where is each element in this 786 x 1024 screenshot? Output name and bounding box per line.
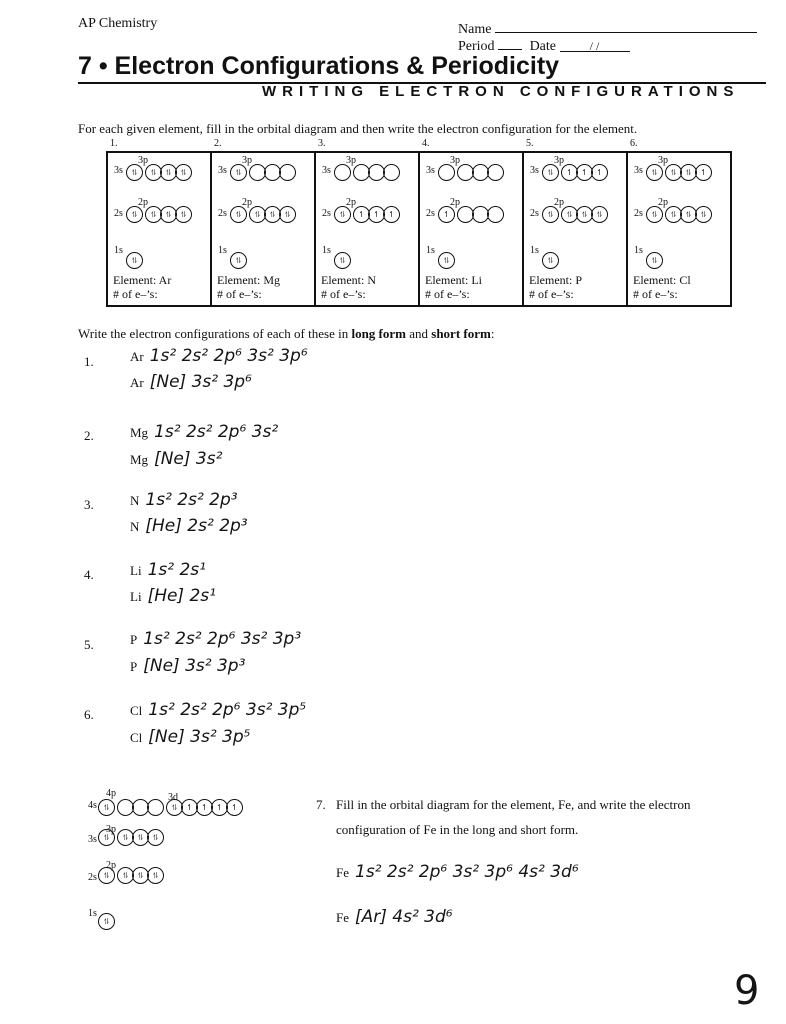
instructions-text: Write the electron configurations of each of these in [78, 326, 352, 341]
answer-long [130, 700, 306, 720]
label-3p: 3p [450, 155, 460, 166]
element-symbol: Cl [130, 730, 143, 745]
instructions-bold: short form [431, 326, 491, 341]
label-2p: 2p [138, 197, 148, 208]
label-2s: 2s [634, 208, 643, 219]
orbital: ⥮ [175, 206, 192, 223]
label-3p: 3p [658, 155, 668, 166]
answer-long [130, 490, 238, 510]
orbitals-2 [230, 205, 294, 223]
orbital: ⥮ [230, 252, 247, 269]
orbital: ⥮ [166, 799, 183, 816]
orbital: ⥮ [680, 206, 697, 223]
orbital [147, 799, 164, 816]
course-label: AP Chemistry [78, 16, 158, 31]
electrons-label: # of e–’s: [321, 287, 366, 301]
orbitals-2 [126, 205, 190, 223]
instructions-text: and [405, 326, 432, 341]
cell-label [524, 271, 626, 305]
orbitals-1 [438, 251, 453, 269]
grid-cell-4 [419, 138, 523, 306]
cell-label [420, 271, 522, 305]
orbital [383, 164, 400, 181]
element-symbol: N [130, 493, 140, 508]
long-form: 1s² 2s² 2p⁶ 3s² 3p⁵ [148, 700, 307, 720]
orbital: ⥮ [132, 867, 149, 884]
cell-number: 4. [422, 138, 430, 149]
page-title: 7 • Electron Configurations & Periodicity [78, 52, 560, 80]
label-3p: 3p [346, 155, 356, 166]
grid-cell-1 [107, 138, 211, 306]
orbital: ⥮ [542, 252, 559, 269]
element-symbol: P [130, 632, 138, 647]
cell-number: 5. [526, 138, 534, 149]
fe-short [336, 907, 453, 927]
cell-number: 1. [110, 138, 118, 149]
grid-cell-3 [315, 138, 419, 306]
instructions-text: : [490, 326, 495, 341]
label-3d: 3d [168, 792, 178, 803]
element-symbol: Cl [130, 703, 143, 718]
label-1s: 1s [530, 245, 539, 256]
grid-cell-6 [627, 138, 731, 306]
label-2s: 2s [218, 208, 227, 219]
label-3s: 3s [634, 165, 643, 176]
label-2s: 2s [426, 208, 435, 219]
orbital: ⥮ [334, 206, 351, 223]
orbital: ↿ [561, 164, 578, 181]
label-3p: 3p [554, 155, 564, 166]
orbital: ⥮ [145, 206, 162, 223]
electrons-label: # of e–’s: [217, 287, 262, 301]
label-2p: 2p [106, 860, 116, 871]
orbital: ⥮ [147, 829, 164, 846]
orbital: ⥮ [561, 206, 578, 223]
label-3p: 3p [106, 824, 116, 835]
long-form: 1s² 2s² 2p⁶ 3s² [154, 422, 279, 442]
orbital: ⥮ [334, 252, 351, 269]
answer-short [130, 727, 250, 747]
question-text: configuration of Fe in the long and short form. [336, 822, 579, 837]
label-3s: 3s [114, 165, 123, 176]
orbital-grid [106, 138, 732, 307]
label-1s: 1s [218, 245, 227, 256]
orbital: ⥮ [160, 206, 177, 223]
label-2p: 2p [242, 197, 252, 208]
element-label: Element: P [529, 273, 582, 287]
answer-number: 2. [84, 428, 94, 443]
orbital: ⥮ [98, 867, 115, 884]
long-form: 1s² 2s² 2p⁶ 3s² 3p⁶ [149, 346, 308, 366]
orbital [487, 164, 504, 181]
orbital: ↿ [226, 799, 243, 816]
label-2s: 2s [530, 208, 539, 219]
orbitals-1 [334, 251, 349, 269]
long-form: 1s² 2s² 2p⁶ 3s² 3p⁶ 4s² 3d⁶ [355, 862, 579, 882]
orbitals-2 [542, 205, 606, 223]
name-line [495, 20, 757, 33]
fe-long [336, 862, 579, 882]
instructions-configs [78, 326, 494, 342]
name-field [458, 20, 757, 38]
orbitals-1 [542, 251, 557, 269]
label-2p: 2p [346, 197, 356, 208]
cell-label [212, 271, 314, 305]
element-label: Element: Mg [217, 273, 280, 287]
orbital: ↿ [591, 164, 608, 181]
orbital: ⥮ [646, 252, 663, 269]
instructions-bold: long form [351, 326, 406, 341]
short-form: [Ne] 3s² 3p⁵ [148, 727, 251, 747]
orbital: ⥮ [230, 206, 247, 223]
orbital: ⥮ [175, 164, 192, 181]
orbital: ⥮ [126, 164, 143, 181]
orbitals-3 [98, 828, 162, 846]
orbitals-3 [230, 163, 294, 181]
label-3p: 3p [242, 155, 252, 166]
short-form: [Ar] 4s² 3d⁶ [355, 907, 453, 927]
orbital: ⥮ [126, 252, 143, 269]
orbital: ⥮ [264, 206, 281, 223]
orbital: ⥮ [646, 206, 663, 223]
orbital: ⥮ [279, 206, 296, 223]
element-label: Element: Ar [113, 273, 172, 287]
short-form: [Ne] 3s² [154, 449, 223, 469]
label-1s: 1s [114, 245, 123, 256]
orbital [438, 164, 455, 181]
answer-short [130, 516, 248, 536]
page-number: 9 [734, 968, 760, 1014]
short-form: [He] 2s¹ [147, 586, 216, 606]
date-label: Date [529, 39, 556, 54]
orbital: ↿ [383, 206, 400, 223]
element-symbol: Mg [130, 452, 149, 467]
orbitals-2 [98, 866, 162, 884]
cell-label [628, 271, 730, 305]
short-form: [He] 2s² 2p³ [145, 516, 248, 536]
orbital: ⥮ [132, 829, 149, 846]
orbitals-2 [646, 205, 710, 223]
page-subtitle: WRITING ELECTRON CONFIGURATIONS [262, 83, 740, 100]
label-3s: 3s [530, 165, 539, 176]
element-label: Element: Li [425, 273, 482, 287]
label-2p: 2p [450, 197, 460, 208]
label-1s: 1s [88, 908, 97, 919]
orbital [334, 164, 351, 181]
element-symbol: Li [130, 589, 142, 604]
label-2p: 2p [554, 197, 564, 208]
label-3p: 3p [138, 155, 148, 166]
label-2s: 2s [322, 208, 331, 219]
answer-number: 1. [84, 354, 94, 369]
answer-number: 5. [84, 637, 94, 652]
label-2p: 2p [658, 197, 668, 208]
orbital: ⥮ [147, 867, 164, 884]
orbital: ⥮ [695, 206, 712, 223]
answer-number: 3. [84, 497, 94, 512]
answer-short [130, 372, 252, 392]
instructions-grid: For each given element, fill in the orbital diagram and then write the electron configuration for the element. [78, 121, 638, 136]
orbital: ⥮ [591, 206, 608, 223]
orbitals-4 [98, 798, 241, 816]
orbital: ⥮ [665, 164, 682, 181]
orbital [487, 206, 504, 223]
cell-label [108, 271, 210, 305]
orbital: ⥮ [230, 164, 247, 181]
label-4p: 4p [106, 788, 116, 799]
element-symbol: Fe [336, 910, 349, 925]
orbital: ⥮ [98, 829, 115, 846]
orbital: ⥮ [542, 164, 559, 181]
answer-long [130, 422, 278, 442]
orbital: ⥮ [249, 206, 266, 223]
period-label: Period [458, 39, 495, 54]
period-line [498, 37, 522, 50]
date-line: / / [560, 39, 630, 52]
answer-short [130, 586, 216, 606]
orbital: ↿ [211, 799, 228, 816]
orbital: ⥮ [117, 867, 134, 884]
orbital: ⥮ [145, 164, 162, 181]
orbitals-1 [230, 251, 245, 269]
element-label: Element: Cl [633, 273, 691, 287]
orbital: ↿ [196, 799, 213, 816]
orbital: ⥮ [160, 164, 177, 181]
answer-number: 4. [84, 567, 94, 582]
orbital: ↿ [695, 164, 712, 181]
element-symbol: Li [130, 563, 142, 578]
orbital: ⥮ [665, 206, 682, 223]
orbitals-3 [646, 163, 710, 181]
orbital: ⥮ [646, 164, 663, 181]
orbital: ⥮ [126, 206, 143, 223]
orbital: ⥮ [576, 206, 593, 223]
label-1s: 1s [322, 245, 331, 256]
element-symbol: P [130, 659, 138, 674]
orbital: ↿ [576, 164, 593, 181]
element-symbol: Mg [130, 425, 149, 440]
electrons-label: # of e–’s: [529, 287, 574, 301]
cell-label [316, 271, 418, 305]
label-3s: 3s [322, 165, 331, 176]
label-1s: 1s [634, 245, 643, 256]
label-4s: 4s [88, 800, 97, 811]
orbitals-2 [334, 205, 398, 223]
answer-long [130, 629, 301, 649]
orbitals-1 [646, 251, 661, 269]
element-symbol: N [130, 519, 140, 534]
answer-short [130, 449, 222, 469]
answer-number: 6. [84, 707, 94, 722]
element-symbol: Ar [130, 375, 144, 390]
orbital: ⥮ [680, 164, 697, 181]
cell-number: 2. [214, 138, 222, 149]
long-form: 1s² 2s² 2p⁶ 3s² 3p³ [143, 629, 302, 649]
electrons-label: # of e–’s: [633, 287, 678, 301]
grid-cell-2 [211, 138, 315, 306]
orbital: ↿ [353, 206, 370, 223]
element-label: Element: N [321, 273, 376, 287]
answer-long [130, 560, 206, 580]
orbital: ↿ [181, 799, 198, 816]
question-text: Fill in the orbital diagram for the element, Fe, and write the electron [336, 797, 691, 812]
orbital: ↿ [368, 206, 385, 223]
orbital: ⥮ [542, 206, 559, 223]
orbital [279, 164, 296, 181]
orbitals-1 [98, 912, 113, 930]
orbitals-3 [334, 163, 398, 181]
orbitals-3 [542, 163, 606, 181]
label-1s: 1s [426, 245, 435, 256]
orbital: ⥮ [438, 252, 455, 269]
orbitals-3 [438, 163, 502, 181]
name-label: Name [458, 22, 492, 37]
label-3s: 3s [218, 165, 227, 176]
orbitals-2 [438, 205, 502, 223]
answer-short [130, 656, 245, 676]
question-number: 7. [316, 797, 326, 812]
label-3s: 3s [426, 165, 435, 176]
electrons-label: # of e–’s: [425, 287, 470, 301]
short-form: [Ne] 3s² 3p⁶ [149, 372, 252, 392]
orbitals-3 [126, 163, 190, 181]
orbital: ⥮ [98, 913, 115, 930]
label-2s: 2s [114, 208, 123, 219]
label-3s: 3s [88, 834, 97, 845]
long-form: 1s² 2s¹ [147, 560, 206, 580]
element-symbol: Ar [130, 349, 144, 364]
label-2s: 2s [88, 872, 97, 883]
answer-long [130, 346, 308, 366]
grid-cell-5 [523, 138, 627, 306]
fe-orbital-diagram [88, 788, 288, 938]
orbital: ↿ [438, 206, 455, 223]
orbital: ⥮ [117, 829, 134, 846]
long-form: 1s² 2s² 2p³ [145, 490, 238, 510]
electrons-label: # of e–’s: [113, 287, 158, 301]
orbitals-1 [126, 251, 141, 269]
cell-number: 6. [630, 138, 638, 149]
cell-number: 3. [318, 138, 326, 149]
element-symbol: Fe [336, 865, 349, 880]
orbital: ⥮ [98, 799, 115, 816]
short-form: [Ne] 3s² 3p³ [143, 656, 246, 676]
